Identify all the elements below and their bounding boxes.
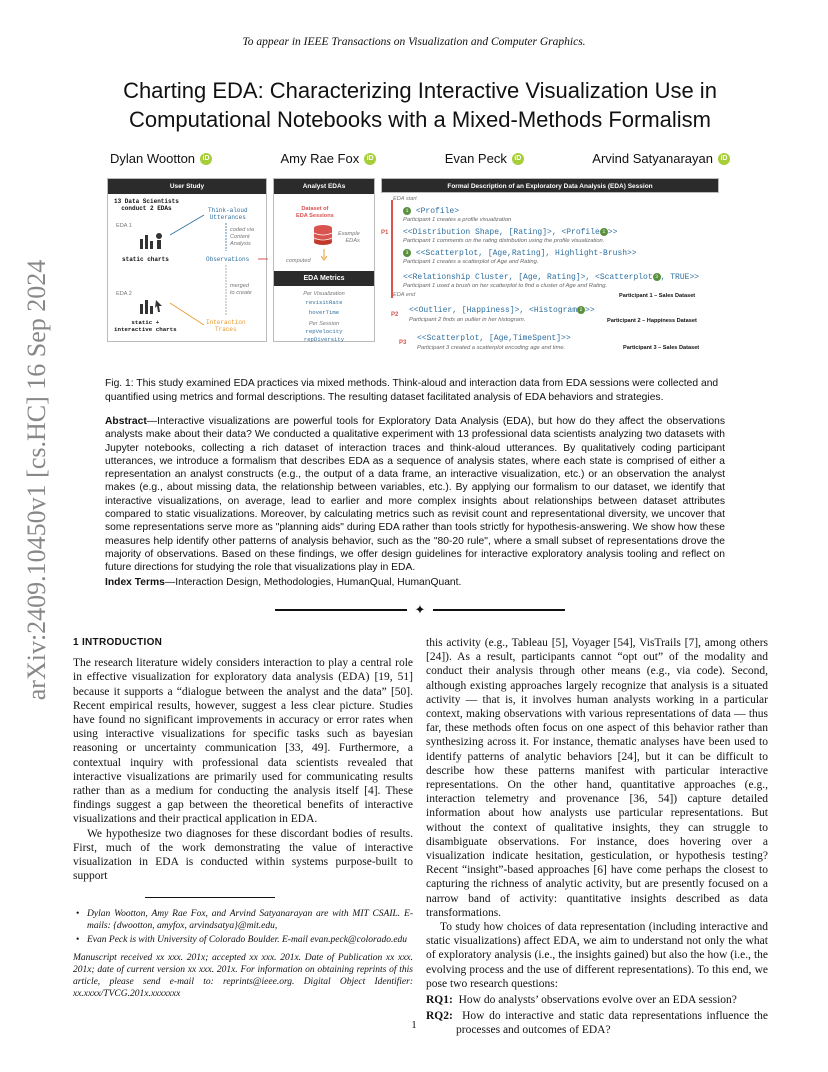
state-scatterplot-2-desc: Participant 3 created a scatterplot encoding age and time. [417,345,566,351]
index-terms [105,577,725,588]
analyst-edas-panel [273,178,375,342]
hover-time-label: hoverTime [308,309,340,316]
state-relationship-text: <<Relationship Cluster, [Age, Rating]>, <Scatterplot [403,273,653,283]
orcid-icon[interactable]: iD [512,153,524,165]
rq1-label: RQ1: [426,994,453,1007]
state-scatterplot-2-text: <<Scatterplot, [Age,TimeSpent]>> [417,334,571,343]
footnote-rule [145,897,275,898]
eda-end-label: EDA end [393,292,416,298]
state-scatterplot-desc: Participant 1 creates a scatterplot of Age and Rating. [403,259,539,265]
footnote-item: • Dylan Wootton, Amy Rae Fox, and Arvind Satyanarayan are with MIT CSAIL. E-mails: {dwootton, amyfox, arvindsatya}@mit.edu, [73,908,413,932]
journal-header-note: To appear in IEEE Transactions on Visualization and Computer Graphics. [242,36,586,48]
author [110,151,212,166]
static-chart-icon [138,231,164,249]
research-question-1 [426,993,768,1007]
orcid-icon[interactable]: iD [200,153,212,165]
state-distribution-end: >> [607,228,618,238]
state-relationship-desc: Participant 1 used a brush on her scatterplot to find a cluster of Age and Rating. [403,283,608,289]
user-study-panel [107,178,267,342]
divider-line [433,609,565,611]
paper-title [90,76,750,134]
interaction-traces-label: Interaction Traces [206,319,246,333]
state-outlier-text: <<Outlier, [Happiness]>, <Histogram [409,306,578,316]
rq2-label: RQ2: [426,1010,453,1023]
footnote-item: • Evan Peck is with University of Colorado Boulder. E-mail evan.peck@colorado.edu [73,934,413,946]
state-number-badge: 3 [653,273,661,281]
static-interactive-label: static + interactive charts [114,319,177,333]
divider-line [275,609,407,611]
author [280,151,376,166]
index-terms-label: Index Terms [105,577,165,588]
eda1-label: EDA 1 [116,223,132,229]
state-scatterplot-text: <<Scatterplot, [Age,Rating], Highlight-Brush>> [415,249,637,259]
state-number-badge: 1 [403,207,411,215]
state-outlier [409,306,595,315]
divider-star-icon: ✦ [414,602,426,617]
rq1-text: How do analysts’ observations evolve over an EDA session? [458,994,737,1007]
author-name: Arvind Satyanarayan [592,151,713,166]
state-relationship-end: , TRUE>> [660,273,700,283]
participant-2-tag: P2 [391,312,399,318]
eda-start-label: EDA start [393,196,417,202]
example-edas-label: Example EDAs [338,231,360,244]
state-distribution-desc: Participant 1 comments on the rating distribution using the profile visualization. [403,238,605,244]
think-aloud-label: Think-aloud Utterances [208,207,248,221]
participant-1-bracket [391,200,395,298]
orcid-icon[interactable]: iD [718,153,730,165]
dataset-3-label: Participant 3 – Sales Dataset [623,345,700,351]
affiliation-footnotes [73,908,413,946]
author [445,151,524,166]
manuscript-note: Manuscript received xx xxx. 201x; accepted xx xxx. 201x. Date of Publication xx xxx. 201x; date of current version xx xxx. 201x. For information on obtaining reprints of this article, please send e-mail to: reprints@ieee.org. Digital Object Identifier: xx.xxxx/TVCG.201x.xxxxxxx [73,953,413,1000]
title-line-1: Charting EDA: Characterizing Interactive Visualization Use in [123,78,717,103]
arxiv-stamp [22,259,52,701]
analyst-edas-header: Analyst EDAs [274,179,374,194]
eda-metrics-header: EDA Metrics [274,271,374,286]
author-name: Evan Peck [444,151,507,166]
rep-velocity-label: repVelocity [305,328,343,335]
rep-diversity-label: repDiversity [303,336,345,343]
state-profile-desc: Participant 1 creates a profile visualization [403,217,512,223]
intro-paragraph-3: this activity (e.g., Tableau [5], Voyager [54], VisTrails [7], among others [24]). As a result, participants cannot “opt out” of the modality and conduct their analysis through other means (e.g., via code). Second, although existing approaches largely recognize that analysis is a situated activity — that is, it involves human analysts working in a particular context, making observations with various representations of data — thus far, these methods often focus on one aspect of this behavior rather than synthesizing across it. For instance, thematic analyses have been used to identify patterns of analytic behaviors [24], but it can be difficult to describe how these patterns manifest with particular interactive representations. On the other hand, quantitative approaches (e.g., interaction telemetry and provenance [36, 54]) capture detailed information about how analysts use particular representations. But without the context of qualitative insights, they can struggle to disambiguate observations. For instance, does hovering over a visualization indicate hesitation, gesticulation, or hypothesis testing? Recent “insight”-based approaches [6] have come perhaps the closest to capturing the richness of analytic activity, but are presently focused on a narrow band of activity: quantitative insights described as data transformations. [426,637,768,919]
formal-description-panel [381,178,719,358]
dataset-2-label: Participant 2 – Happiness Dataset [607,318,697,324]
author-list [110,151,730,166]
computed-label: computed [286,258,311,264]
abstract-text: —Interactive visualizations are powerful tools for Exploratory Data Analysis (EDA), but how do they affect the observations analysts make about their data? We conducted a qualitative experiment with 13 professional data scientists analyzing two datasets with Jupyter notebooks, collecting a rich dataset of interaction traces and think-aloud utterances. By qualitatively coding participant utterances, we introduce a formalism that describes EDA as a sequence of analysis states, where each state is comprised of either a representation an analyst constructs (e.g., the output of a data frame, an interactive visualization, etc.) or an observation the analyst makes (e.g., about missing data, the relationship between variables, etc.). By applying our formalism to our dataset, we identify that interactive visualizations, on average, lead to earlier and more complex insights about relationships between dataset attributes compared to static visualizations. Moreover, by calculating metrics such as revisit count and representational diversity, we uncover that some representations serve more as "planning aids" during EDA rather than tools strictly for hypothesis-answering. We show how these measures help identify other patterns of analysis behavior, such as the "80-20 rule", where a small subset of representations drove the majority of observations. Based on these findings, we offer design guidelines for interactive exploratory analysis tooling and reflect on future directions for studying the role that visualizations play in EDA. [105,416,725,574]
per-visualization-label: Per Visualization [303,291,345,297]
section-heading: 1 INTRODUCTION [73,637,163,648]
arxiv-stamp-text: arXiv:2409.10450v1 [cs.HC] 16 Sep 2024 [22,259,51,701]
section-divider [275,604,565,616]
abstract [105,415,725,575]
author-name: Amy Rae Fox [280,151,360,166]
figure-caption: Fig. 1: This study examined EDA practices via mixed methods. Think-aloud and interaction data from EDA sessions were collected and quantified using metrics and formal descriptions. The resulting dataset facilitated analysis of EDA behaviors and strategies. [105,378,719,403]
author [592,151,730,166]
state-number-badge: 1 [600,228,608,236]
eda2-label: EDA 2 [116,291,132,297]
left-column [73,636,413,1000]
state-scatterplot [403,249,637,258]
state-distribution [403,228,617,237]
state-scatterplot-2 [417,334,571,343]
author-name: Dylan Wootton [110,151,196,166]
arrow-down-icon [321,248,327,260]
user-study-header: User Study [108,179,266,194]
state-outlier-end: >> [585,306,595,316]
figure-1 [107,178,719,358]
state-number-badge: 3 [403,249,411,257]
static-charts-label: static charts [122,256,169,263]
right-column [426,636,768,1038]
participant-3-tag: P3 [399,340,407,346]
state-profile-text: <Profile> [415,207,460,217]
group-title: 13 Data Scientists conduct 2 EDAs [114,198,179,212]
intro-paragraph-2: We hypothesize two diagnoses for these discordant bodies of results. First, much of the work demonstrating the value of interactive visualization in EDA is conducted within systems purpose-built to support [73,827,413,883]
abstract-label: Abstract [105,416,147,427]
observations-label: Observations [206,256,250,263]
state-distribution-text: <<Distribution Shape, [Rating]>, <Profile [403,228,600,238]
state-outlier-desc: Participant 2 finds an outlier in her histogram. [409,317,526,323]
participant-1-tag: P1 [381,230,389,236]
database-icon [312,224,334,246]
dataset-label: Dataset of EDA Sessions [296,206,334,219]
per-session-label: Per Session [308,321,340,327]
state-number-badge: 2 [577,306,585,314]
state-profile [403,207,459,216]
merged-label: merged to create [230,283,252,296]
dataset-1-label: Participant 1 – Sales Dataset [619,293,696,299]
orcid-icon[interactable]: iD [364,153,376,165]
intro-paragraph-4: To study how choices of data representation (including interactive and static visualizations) affect EDA, we aim to understand not only the what of exploratory analysis (i.e., the insights gained) but also the how (i.e., the evolving process and the use of different representations). To this end, we pose two research questions: [426,921,768,990]
page-number: 1 [411,1019,417,1031]
revisit-rate-label: revisitRate [305,299,343,306]
title-line-2: Computational Notebooks with a Mixed-Methods Formalism [128,107,711,132]
coded-via-label: coded via Content Analysis [230,227,254,247]
index-terms-text: —Interaction Design, Methodologies, HumanQual, HumanQuant. [164,577,462,588]
intro-paragraph-1: The research literature widely considers interaction to play a central role in effective visualization for exploratory data analysis (EDA) [19, 51] because it supports a “dialogue between the analyst and the data” [50]. Recent empirical results, however, suggest a less clear picture. Studies have found no significant improvements in accuracy or error rates when using interactive visualizations for specific tasks such as bayesian reasoning or uncertainty communication [33, 49]. Furthermore, a contextual inquiry with professional data scientists revealed that interactive visualizations are primarily used for communicating results rather than as a medium for conducting the analysis itself [4]. These findings suggest a gap between the theoretical benefits of interactive visualizations and their practical application in EDA. [73,657,413,826]
rq2-text: How do interactive and static data representations influence the processes and outcomes of EDA? [456,1010,769,1037]
formal-description-header: Formal Description of an Exploratory Data Analysis (EDA) Session [381,178,719,193]
state-relationship [403,273,699,282]
interactive-chart-icon [138,296,164,314]
